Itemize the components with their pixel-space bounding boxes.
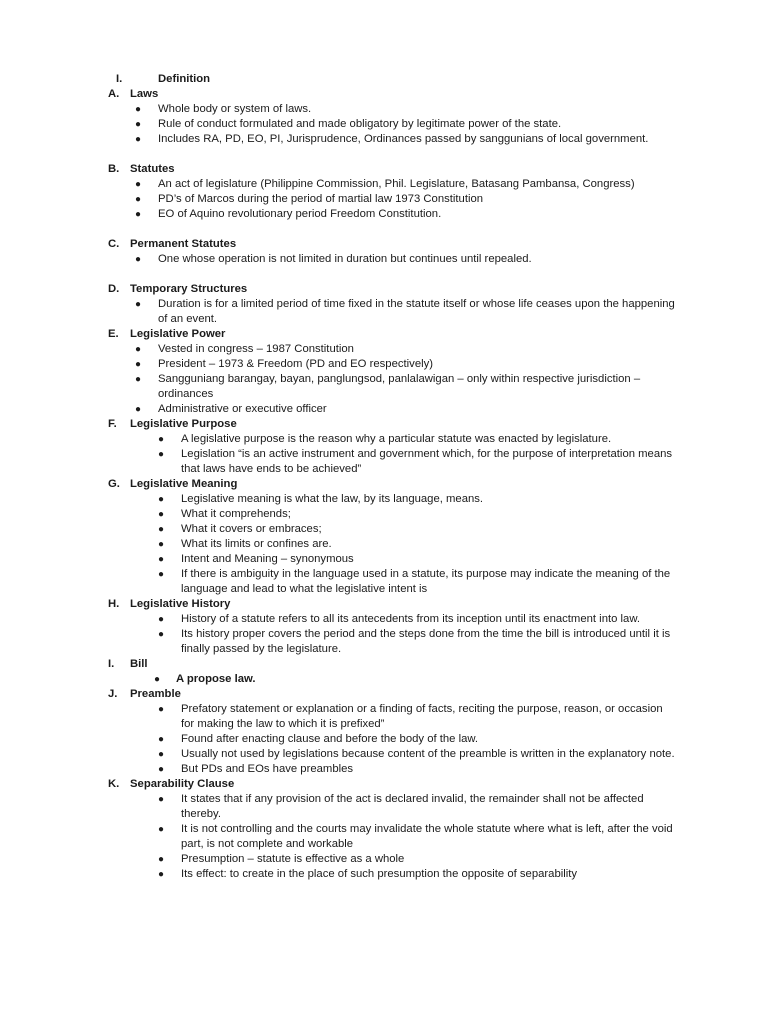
bullet-icon: ● — [135, 134, 142, 145]
section-heading-laws — [0, 87, 768, 102]
section-marker: E. — [108, 328, 119, 340]
list-item-text: Presumption – statute is effective as a whole — [181, 853, 405, 865]
bullet-icon: ● — [154, 674, 161, 685]
bullet-icon: ● — [158, 854, 165, 865]
list-item — [0, 672, 768, 687]
list-item-text: What its limits or confines are. — [181, 538, 332, 550]
section-heading-definition — [0, 72, 768, 87]
list-item-text: Found after enacting clause and before the body of the law. — [181, 733, 479, 745]
bullet-icon: ● — [158, 539, 165, 550]
list-item — [0, 627, 768, 657]
list-item-text: Its history proper covers the period and the steps done from the time the bill is introduced until it is finally passed by the legislature. — [181, 628, 671, 655]
bullet-list — [0, 297, 768, 327]
list-item — [0, 432, 768, 447]
list-item-text: PD’s of Marcos during the period of martial law 1973 Constitution — [158, 193, 484, 205]
bullet-icon: ● — [158, 869, 165, 880]
section-title: Laws — [130, 88, 159, 100]
list-item-text: Administrative or executive officer — [158, 403, 327, 415]
section-heading-legislative-history — [0, 597, 768, 612]
list-item — [0, 732, 768, 747]
list-item — [0, 612, 768, 627]
list-item-text: What it comprehends; — [181, 508, 291, 520]
list-item-text: A legislative purpose is the reason why a particular statute was enacted by legislature. — [181, 433, 612, 445]
bullet-list — [0, 612, 768, 657]
list-item — [0, 537, 768, 552]
bullet-icon: ● — [158, 734, 165, 745]
section-heading-permanent-statutes — [0, 237, 768, 252]
list-item-text: Whole body or system of laws. — [158, 103, 312, 115]
list-item — [0, 102, 768, 117]
section-spacer — [0, 267, 768, 282]
section-marker: G. — [108, 478, 120, 490]
list-item — [0, 522, 768, 537]
bullet-icon: ● — [158, 509, 165, 520]
list-item — [0, 747, 768, 762]
list-item-text: Sangguniang barangay, bayan, panglungsod, panlalawigan – only within respective jurisdiction – ordinances — [158, 373, 641, 400]
list-item — [0, 207, 768, 222]
list-item — [0, 567, 768, 597]
list-item-text: One whose operation is not limited in duration but continues until repealed. — [158, 253, 532, 265]
list-item — [0, 492, 768, 507]
list-item-text: It is not controlling and the courts may invalidate the whole statute where what is left, after the void part, is not complete and workable — [181, 823, 673, 850]
list-item — [0, 702, 768, 732]
list-item-text: Rule of conduct formulated and made obligatory by legitimate power of the state. — [158, 118, 562, 130]
section-title: Preamble — [130, 688, 181, 700]
list-item — [0, 297, 768, 327]
bullet-icon: ● — [158, 524, 165, 535]
bullet-icon: ● — [135, 359, 142, 370]
list-item-text: An act of legislature (Philippine Commission, Phil. Legislature, Batasang Pambansa, Congress) — [158, 178, 635, 190]
list-item — [0, 357, 768, 372]
section-heading-legislative-power — [0, 327, 768, 342]
list-item — [0, 447, 768, 477]
section-marker: F. — [108, 418, 117, 430]
list-item — [0, 117, 768, 132]
list-item-text: Legislative meaning is what the law, by its language, means. — [181, 493, 484, 505]
bullet-list — [0, 177, 768, 222]
section-title: Definition — [158, 73, 211, 85]
bullet-icon: ● — [158, 434, 165, 445]
list-item-text: Its effect: to create in the place of such presumption the opposite of separability — [181, 868, 578, 880]
section-marker: I. — [116, 73, 123, 85]
section-title: Permanent Statutes — [130, 238, 237, 250]
bullet-icon: ● — [135, 104, 142, 115]
list-item — [0, 177, 768, 192]
bullet-icon: ● — [135, 179, 142, 190]
bullet-icon: ● — [135, 119, 142, 130]
section-heading-statutes — [0, 162, 768, 177]
bullet-icon: ● — [158, 794, 165, 805]
bullet-list — [0, 672, 768, 687]
list-item — [0, 852, 768, 867]
list-item-text: Duration is for a limited period of time fixed in the statute itself or whose life ceases upon the happening of an event. — [158, 298, 675, 325]
section-spacer — [0, 147, 768, 162]
section-title: Legislative Power — [130, 328, 226, 340]
section-marker: D. — [108, 283, 120, 295]
section-title: Bill — [130, 658, 148, 670]
section-marker: B. — [108, 163, 120, 175]
list-item-text: Vested in congress – 1987 Constitution — [158, 343, 354, 355]
section-heading-legislative-meaning — [0, 477, 768, 492]
bullet-icon: ● — [135, 374, 142, 385]
bullet-list — [0, 252, 768, 267]
list-item — [0, 762, 768, 777]
section-title: Legislative Purpose — [130, 418, 237, 430]
bullet-icon: ● — [135, 254, 142, 265]
section-title: Temporary Structures — [130, 283, 248, 295]
list-item — [0, 252, 768, 267]
bullet-list — [0, 432, 768, 477]
bullet-icon: ● — [158, 554, 165, 565]
section-heading-legislative-purpose — [0, 417, 768, 432]
bullet-icon: ● — [135, 404, 142, 415]
list-item — [0, 507, 768, 522]
section-marker: H. — [108, 598, 120, 610]
list-item — [0, 192, 768, 207]
bullet-icon: ● — [135, 299, 142, 310]
document-body — [0, 72, 768, 882]
bullet-icon: ● — [135, 209, 142, 220]
list-item-text: Usually not used by legislations because content of the preamble is written in the explanatory note. — [181, 748, 675, 760]
list-item-text: Prefatory statement or explanation or a finding of facts, reciting the purpose, reason, or occasion for making the law to which it is prefixed” — [181, 703, 663, 730]
section-marker: I. — [108, 658, 115, 670]
list-item-text: History of a statute refers to all its antecedents from its inception until its enactment into law. — [181, 613, 640, 625]
list-item-text: EO of Aquino revolutionary period Freedom Constitution. — [158, 208, 442, 220]
list-item — [0, 132, 768, 147]
section-title: Statutes — [130, 163, 175, 175]
bullet-icon: ● — [135, 194, 142, 205]
list-item-text: But PDs and EOs have preambles — [181, 763, 354, 775]
section-heading-temporary-structures — [0, 282, 768, 297]
list-item-text: It states that if any provision of the act is declared invalid, the remainder shall not be affected thereby. — [181, 793, 644, 820]
bullet-list — [0, 492, 768, 597]
bullet-icon: ● — [158, 824, 165, 835]
list-item — [0, 822, 768, 852]
bullet-icon: ● — [158, 749, 165, 760]
bullet-list — [0, 702, 768, 777]
section-title: Legislative Meaning — [130, 478, 238, 490]
section-marker: C. — [108, 238, 120, 250]
list-item — [0, 792, 768, 822]
section-heading-bill — [0, 657, 768, 672]
bullet-icon: ● — [158, 614, 165, 625]
list-item-text: Legislation “is an active instrument and government which, for the purpose of interpretation means that laws have ends to be achieved” — [181, 448, 673, 475]
section-spacer — [0, 222, 768, 237]
section-marker: J. — [108, 688, 118, 700]
list-item-text: President – 1973 & Freedom (PD and EO respectively) — [158, 358, 434, 370]
bullet-icon: ● — [158, 494, 165, 505]
list-item — [0, 342, 768, 357]
bullet-list — [0, 102, 768, 147]
list-item-text: What it covers or embraces; — [181, 523, 322, 535]
list-item — [0, 867, 768, 882]
list-item-text: A propose law. — [176, 673, 256, 685]
section-marker: A. — [108, 88, 120, 100]
bullet-icon: ● — [158, 569, 165, 580]
bullet-icon: ● — [158, 704, 165, 715]
list-item-text: If there is ambiguity in the language used in a statute, its purpose may indicate the meaning of the language and lead to what the legislative intent is — [181, 568, 671, 595]
section-heading-preamble — [0, 687, 768, 702]
bullet-icon: ● — [158, 449, 165, 460]
bullet-icon: ● — [158, 629, 165, 640]
section-marker: K. — [108, 778, 120, 790]
bullet-icon: ● — [135, 344, 142, 355]
list-item — [0, 372, 768, 402]
section-heading-separability-clause — [0, 777, 768, 792]
list-item-text: Intent and Meaning – synonymous — [181, 553, 354, 565]
bullet-icon: ● — [158, 764, 165, 775]
list-item — [0, 402, 768, 417]
list-item-text: Includes RA, PD, EO, PI, Jurisprudence, Ordinances passed by sanggunians of local government. — [158, 133, 649, 145]
section-title: Legislative History — [130, 598, 231, 610]
section-title: Separability Clause — [130, 778, 235, 790]
list-item — [0, 552, 768, 567]
bullet-list — [0, 342, 768, 417]
bullet-list — [0, 792, 768, 882]
